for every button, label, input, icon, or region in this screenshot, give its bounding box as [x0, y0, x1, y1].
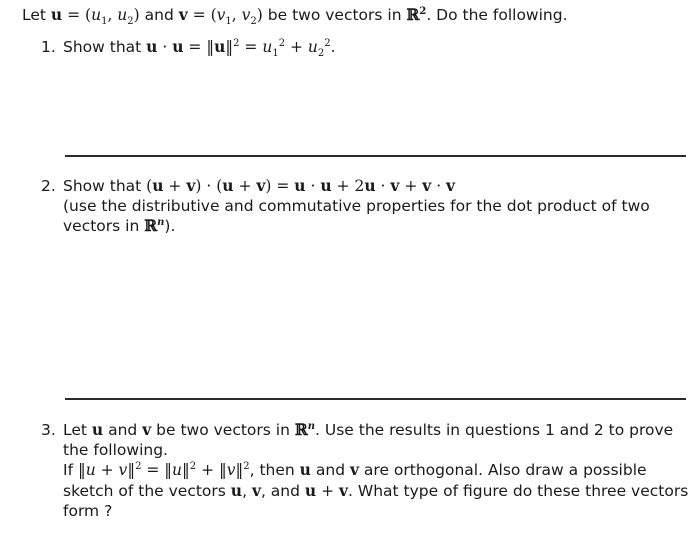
- math-v: v: [349, 460, 359, 479]
- question-text: . Use the results in questions 1 and 2 to prove: [315, 421, 674, 439]
- math-v: v: [178, 5, 188, 24]
- answer-divider: [65, 398, 686, 400]
- question-text: sketch of the vectors: [63, 482, 231, 500]
- question-text: (use the distributive and commutative properties for the dot product of two: [63, 197, 650, 215]
- intro-and: and: [139, 6, 179, 24]
- question-text: ).: [164, 217, 176, 235]
- question-text: . What type of figure do these three vectors: [348, 482, 689, 500]
- intro-lead: Let: [22, 6, 51, 24]
- math-eq: = ($u_1$, $u_2$): [62, 6, 140, 28]
- intro-be: be two vectors in: [262, 6, 407, 24]
- question-text: be two vectors in: [151, 421, 295, 439]
- question-number: 1.: [41, 38, 56, 56]
- math-expression: ‖u + v‖$^2$ = ‖u‖$^2$ + ‖v‖$^2$: [77, 460, 250, 479]
- question-2-line-1: [41, 176, 455, 196]
- question-text: form ?: [63, 502, 113, 520]
- question-text: Let: [63, 421, 92, 439]
- answer-divider: [65, 155, 686, 157]
- math-u: u: [50, 5, 63, 24]
- question-3-line-5: [63, 501, 112, 521]
- question-number: 2.: [41, 177, 56, 195]
- question-text: and: [310, 461, 350, 479]
- math-r2: ℝ$^2$: [406, 5, 427, 24]
- question-text: Show that: [63, 38, 147, 56]
- question-text: the following.: [63, 441, 168, 459]
- math-expression: u + v: [304, 481, 349, 500]
- question-text: vectors in: [63, 217, 145, 235]
- question-2-line-2: [63, 196, 650, 216]
- math-u: u: [91, 420, 104, 439]
- question-3-line-1: [41, 420, 673, 440]
- math-u: u: [230, 481, 243, 500]
- math-rn: ℝ$^n$: [144, 216, 165, 235]
- intro-tail: . Do the following.: [426, 6, 568, 24]
- math-rn: ℝ$^n$: [294, 420, 316, 439]
- question-3-line-4: [63, 481, 688, 501]
- math-u: u: [299, 460, 311, 479]
- question-text: and: [103, 421, 143, 439]
- question-1: [41, 37, 336, 60]
- math-eq-v: = ($v_1$, $v_2$): [187, 6, 263, 28]
- question-text: , and: [260, 482, 305, 500]
- question-3-line-3: [63, 460, 647, 480]
- question-3-line-2: [63, 440, 168, 460]
- question-text: Show that: [63, 177, 147, 195]
- question-text: If: [63, 461, 78, 479]
- question-text: ,: [242, 482, 252, 500]
- math-expression: (u + v) · (u + v) = u · u + 2u · v + v · v: [146, 176, 456, 195]
- question-text: are orthogonal. Also draw a possible: [358, 461, 647, 479]
- question-text: , then: [249, 461, 300, 479]
- math-v: v: [142, 420, 152, 439]
- math-v: v: [251, 481, 261, 500]
- question-2-line-3: [63, 216, 175, 236]
- question-number: 3.: [41, 421, 56, 439]
- math-expression: u · u = ‖u‖$^2$ = $u_1^2 + u_2^2$.: [146, 37, 336, 60]
- intro-statement: [22, 5, 568, 28]
